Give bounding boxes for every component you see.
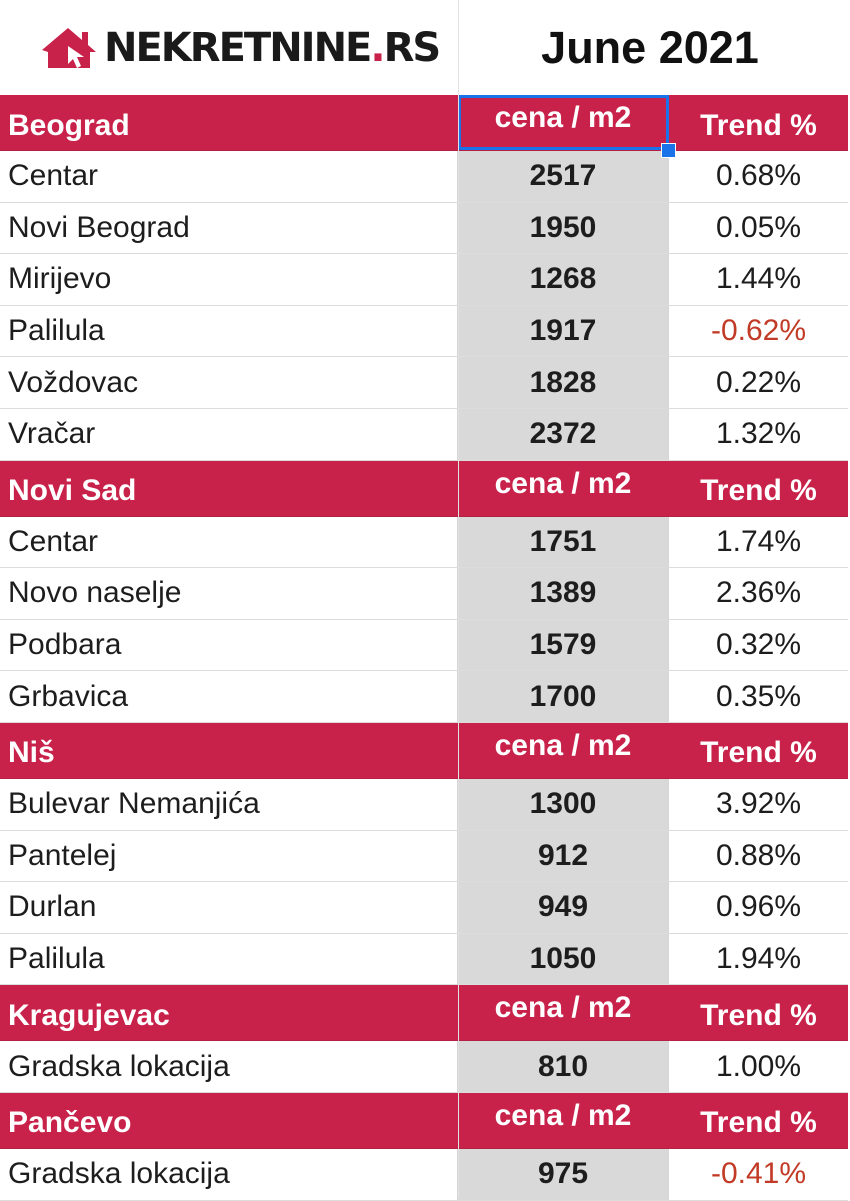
location-cell[interactable]: Centar: [0, 517, 458, 568]
price-cell[interactable]: 2517: [458, 151, 669, 202]
price-cell[interactable]: 975: [458, 1149, 669, 1200]
section-header-row: [0, 723, 848, 779]
fill-handle[interactable]: [661, 143, 676, 158]
price-column-header[interactable]: cena / m2: [458, 985, 669, 1040]
trend-column-header[interactable]: Trend %: [700, 474, 817, 508]
column-divider: [458, 0, 459, 1198]
trend-cell[interactable]: 1.44%: [715, 262, 802, 296]
city-name[interactable]: Niš: [0, 723, 458, 778]
location-cell[interactable]: Palilula: [0, 306, 458, 357]
price-cell[interactable]: 2372: [458, 409, 669, 460]
trend-column-header[interactable]: Trend %: [700, 736, 817, 770]
location-cell[interactable]: Voždovac: [0, 357, 458, 408]
city-name[interactable]: Novi Sad: [0, 461, 458, 516]
price-column-header[interactable]: cena / m2: [458, 1093, 669, 1148]
location-cell[interactable]: Podbara: [0, 620, 458, 671]
section-header-row: [0, 461, 848, 517]
table-row: [0, 568, 848, 620]
city-name[interactable]: Kragujevac: [0, 985, 458, 1040]
table-row: [0, 779, 848, 831]
trend-cell[interactable]: 3.92%: [715, 787, 802, 821]
price-cell[interactable]: 1050: [458, 934, 669, 985]
trend-cell[interactable]: 0.35%: [715, 679, 802, 713]
trend-cell[interactable]: 1.74%: [715, 524, 802, 558]
city-name[interactable]: Pančevo: [0, 1093, 458, 1148]
trend-cell[interactable]: 2.36%: [715, 576, 802, 610]
table-row: [0, 620, 848, 672]
price-cell[interactable]: 1389: [458, 568, 669, 619]
table-row: [0, 831, 848, 883]
trend-cell[interactable]: 0.05%: [715, 210, 802, 244]
trend-cell[interactable]: 0.88%: [715, 838, 802, 872]
table-row: [0, 671, 848, 723]
price-column-header[interactable]: cena / m2: [458, 723, 669, 778]
table-row: [0, 254, 848, 306]
table-row: [0, 306, 848, 358]
price-cell[interactable]: 949: [458, 882, 669, 933]
location-cell[interactable]: Gradska lokacija: [0, 1041, 458, 1092]
logo: [0, 0, 458, 95]
price-cell[interactable]: 1751: [458, 517, 669, 568]
price-cell[interactable]: 912: [458, 831, 669, 882]
header-row: [0, 0, 848, 95]
price-cell[interactable]: 1300: [458, 779, 669, 830]
trend-cell[interactable]: 0.68%: [715, 159, 802, 193]
location-cell[interactable]: Pantelej: [0, 831, 458, 882]
price-cell[interactable]: 1579: [458, 620, 669, 671]
price-cell[interactable]: 1268: [458, 254, 669, 305]
location-cell[interactable]: Durlan: [0, 882, 458, 933]
location-cell[interactable]: Gradska lokacija: [0, 1149, 458, 1200]
trend-cell[interactable]: 0.32%: [715, 628, 802, 662]
table-row: [0, 934, 848, 986]
logo-text: NEKRETNINE.RS: [104, 24, 440, 71]
price-cell[interactable]: 1828: [458, 357, 669, 408]
city-name[interactable]: Beograd: [0, 95, 458, 150]
trend-column-header[interactable]: Trend %: [700, 1106, 817, 1140]
price-cell[interactable]: 1917: [458, 306, 669, 357]
table-row: [0, 517, 848, 569]
price-cell[interactable]: 1700: [458, 671, 669, 722]
section-header-row: [0, 1093, 848, 1149]
location-cell[interactable]: Bulevar Nemanjića: [0, 779, 458, 830]
trend-cell[interactable]: 1.94%: [715, 942, 802, 976]
table-row: [0, 409, 848, 461]
price-table: [0, 95, 848, 1201]
table-row: [0, 1041, 848, 1093]
price-cell[interactable]: 810: [458, 1041, 669, 1092]
location-cell[interactable]: Centar: [0, 151, 458, 202]
trend-column-header[interactable]: Trend %: [700, 108, 817, 142]
location-cell[interactable]: Palilula: [0, 934, 458, 985]
trend-cell[interactable]: -0.62%: [710, 314, 807, 348]
selected-cell-text: cena / m2: [494, 101, 632, 134]
selected-price-header-cell[interactable]: [458, 95, 669, 150]
location-cell[interactable]: Novi Beograd: [0, 203, 458, 254]
section-header-row: [0, 95, 848, 151]
table-row: [0, 882, 848, 934]
location-cell[interactable]: Novo naselje: [0, 568, 458, 619]
table-row: [0, 1149, 848, 1201]
trend-cell[interactable]: 1.00%: [715, 1049, 802, 1083]
price-column-header[interactable]: cena / m2: [458, 461, 669, 516]
trend-column-header[interactable]: Trend %: [700, 998, 817, 1032]
trend-cell[interactable]: 1.32%: [715, 417, 802, 451]
trend-cell[interactable]: -0.41%: [710, 1157, 807, 1191]
report-date[interactable]: June 2021: [541, 21, 759, 73]
table-row: [0, 357, 848, 409]
trend-cell[interactable]: 0.22%: [715, 365, 802, 399]
section-header-row: [0, 985, 848, 1041]
price-cell[interactable]: 1950: [458, 203, 669, 254]
table-row: [0, 151, 848, 203]
trend-cell[interactable]: 0.96%: [715, 890, 802, 924]
table-row: [0, 203, 848, 255]
location-cell[interactable]: Grbavica: [0, 671, 458, 722]
location-cell[interactable]: Mirijevo: [0, 254, 458, 305]
location-cell[interactable]: Vračar: [0, 409, 458, 460]
house-logo-icon: [38, 24, 102, 72]
